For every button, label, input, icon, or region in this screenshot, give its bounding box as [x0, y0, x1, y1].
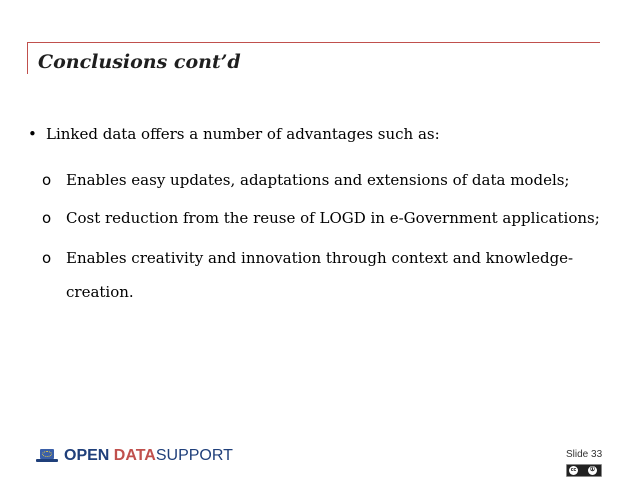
slide-title: Conclusions cont’d — [38, 51, 241, 73]
sub-bullet-mark: o — [42, 209, 52, 227]
logo-word-support: SUPPORT — [155, 447, 233, 464]
sub-item — [42, 208, 600, 228]
sub-item-text: Cost reduction from the reuse of LOGD in e-Government applications; — [66, 209, 600, 227]
sub-bullet-mark: o — [42, 171, 52, 189]
sub-item — [42, 248, 573, 302]
title-rule-tick — [27, 42, 28, 74]
open-data-support-logo — [36, 446, 233, 466]
sub-item — [42, 170, 570, 190]
logo-word-open: OPEN — [64, 447, 110, 464]
creative-commons-badge — [566, 464, 602, 477]
logo-word-data: DATA — [113, 447, 156, 464]
sub-bullet-mark: o — [42, 249, 52, 267]
bullet-mark: • — [28, 125, 37, 143]
attribution-icon: ① — [589, 467, 596, 473]
sub-item-text: Enables creativity and innovation through context and knowledge- — [66, 249, 574, 267]
laptop-flag-icon — [36, 449, 58, 463]
title-rule — [27, 42, 600, 43]
cc-icon: cc — [570, 467, 577, 473]
bullet-main — [28, 124, 440, 144]
slide-number: Slide 33 — [566, 449, 603, 460]
sub-item-continuation: creation. — [66, 283, 134, 301]
bullet-text: Linked data offers a number of advantages such as: — [46, 125, 440, 143]
sub-item-text: Enables easy updates, adaptations and extensions of data models; — [66, 171, 570, 189]
